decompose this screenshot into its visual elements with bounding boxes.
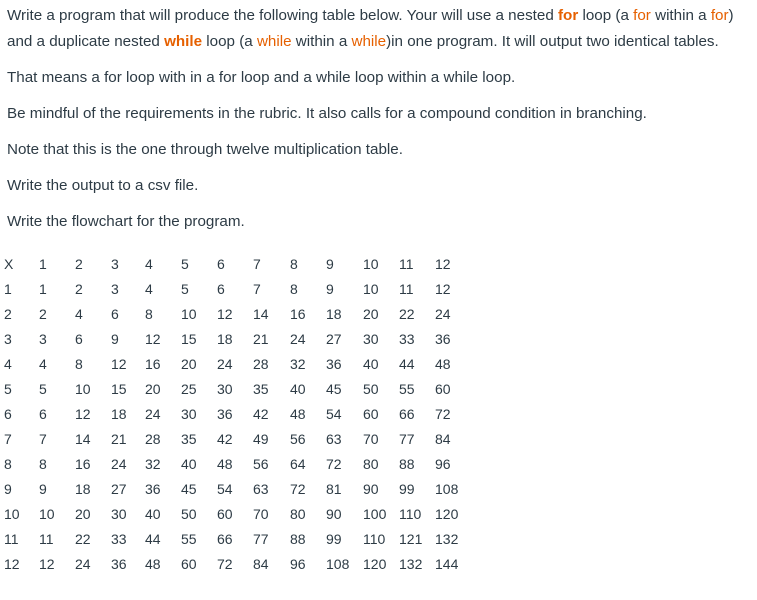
- table-cell: 55: [181, 531, 197, 547]
- table-cell: 28: [253, 356, 269, 372]
- table-cell: 12: [39, 556, 55, 572]
- keyword-while-bold: while: [164, 33, 203, 50]
- table-cell: 11: [4, 531, 19, 547]
- table-cell: 36: [435, 331, 451, 347]
- table-cell: 3: [111, 281, 119, 297]
- table-cell: 25: [181, 381, 197, 397]
- table-cell: 22: [399, 306, 415, 322]
- table-cell: 12: [75, 406, 91, 422]
- table-cell: 3: [39, 331, 47, 347]
- table-cell: 70: [253, 506, 269, 522]
- table-cell: 40: [145, 506, 161, 522]
- text-segment: within a: [650, 7, 711, 24]
- rubric-paragraph: Be mindful of the requirements in the rubric. It also calls for a compound condition in branching.: [7, 105, 647, 122]
- table-cell: 8: [290, 256, 298, 272]
- table-cell: 7: [253, 281, 261, 297]
- table-cell: 110: [399, 506, 422, 522]
- table-cell: 77: [399, 431, 415, 447]
- table-cell: 1: [39, 281, 47, 297]
- table-cell: 9: [4, 481, 12, 497]
- table-cell: 24: [435, 306, 451, 322]
- table-row: [4, 327, 471, 352]
- table-cell: 3: [111, 256, 119, 272]
- table-cell: 20: [75, 506, 91, 522]
- table-cell: 16: [290, 306, 306, 322]
- table-cell: 1: [4, 281, 12, 297]
- table-cell: 48: [217, 456, 233, 472]
- table-cell: 5: [181, 256, 189, 272]
- table-cell: 44: [399, 356, 415, 372]
- table-cell: X: [4, 256, 14, 272]
- table-row: [4, 502, 471, 527]
- table-cell: 30: [363, 331, 379, 347]
- table-cell: 33: [111, 531, 127, 547]
- table-cell: 55: [399, 381, 415, 397]
- table-cell: 20: [145, 381, 161, 397]
- table-row: [4, 527, 471, 552]
- table-cell: 48: [145, 556, 161, 572]
- table-cell: 72: [435, 406, 451, 422]
- table-cell: 100: [363, 506, 387, 522]
- table-cell: 72: [290, 481, 306, 497]
- table-cell: 120: [435, 506, 459, 522]
- text-segment: ) and a duplicate nested: [7, 7, 734, 50]
- table-cell: 12: [217, 306, 233, 322]
- table-cell: 10: [363, 281, 379, 297]
- table-cell: 4: [39, 356, 47, 372]
- table-cell: 9: [39, 481, 47, 497]
- table-cell: 21: [111, 431, 127, 447]
- keyword-while: while: [256, 33, 292, 50]
- table-cell: 99: [399, 481, 415, 497]
- table-cell: 56: [290, 431, 306, 447]
- table-cell: 20: [181, 356, 197, 372]
- table-cell: 12: [435, 281, 451, 297]
- table-cell: 44: [145, 531, 161, 547]
- table-cell: 60: [217, 506, 233, 522]
- table-cell: 10: [363, 256, 379, 272]
- table-cell: 11: [39, 531, 54, 547]
- loop-explanation-paragraph: That means a for loop with in a for loop and a while loop within a while loop.: [7, 69, 516, 86]
- text-segment: Write a program that will produce the following table below. Your will use a nested: [7, 7, 558, 24]
- table-cell: 10: [39, 506, 55, 522]
- table-cell: 24: [111, 456, 127, 472]
- table-cell: 4: [145, 256, 153, 272]
- table-cell: 10: [181, 306, 197, 322]
- csv-paragraph: Write the output to a csv file.: [7, 177, 199, 194]
- table-cell: 72: [217, 556, 233, 572]
- table-cell: 30: [181, 406, 197, 422]
- table-cell: 8: [145, 306, 153, 322]
- table-cell: 77: [253, 531, 269, 547]
- table-cell: 27: [326, 331, 342, 347]
- keyword-for: for: [710, 7, 729, 24]
- table-cell: 42: [253, 406, 269, 422]
- table-cell: 66: [217, 531, 233, 547]
- table-cell: 2: [75, 281, 83, 297]
- keyword-for: for: [633, 7, 651, 24]
- table-cell: 22: [75, 531, 91, 547]
- table-cell: 21: [253, 331, 269, 347]
- table-cell: 90: [326, 506, 342, 522]
- table-cell: 18: [75, 481, 91, 497]
- table-row: [4, 352, 471, 377]
- table-row: [4, 377, 471, 402]
- table-cell: 6: [217, 256, 225, 272]
- table-cell: 11: [399, 281, 414, 297]
- table-cell: 88: [290, 531, 306, 547]
- table-cell: 84: [253, 556, 269, 572]
- table-cell: 6: [75, 331, 83, 347]
- table-cell: 90: [363, 481, 379, 497]
- table-cell: 7: [253, 256, 261, 272]
- table-cell: 132: [399, 556, 423, 572]
- flowchart-paragraph: Write the flowchart for the program.: [7, 213, 245, 230]
- table-row: [4, 402, 471, 427]
- table-cell: 10: [75, 381, 91, 397]
- table-cell: 4: [4, 356, 12, 372]
- table-cell: 10: [4, 506, 20, 522]
- table-cell: 6: [39, 406, 47, 422]
- table-cell: 36: [217, 406, 233, 422]
- table-cell: 28: [145, 431, 161, 447]
- table-cell: 60: [363, 406, 379, 422]
- table-cell: 36: [111, 556, 127, 572]
- table-cell: 50: [181, 506, 197, 522]
- table-cell: 120: [363, 556, 387, 572]
- table-cell: 45: [326, 381, 342, 397]
- table-cell: 42: [217, 431, 233, 447]
- table-cell: 30: [217, 381, 233, 397]
- table-cell: 5: [39, 381, 47, 397]
- table-cell: 70: [363, 431, 379, 447]
- table-cell: 2: [75, 256, 83, 272]
- table-cell: 35: [181, 431, 197, 447]
- table-cell: 32: [145, 456, 161, 472]
- table-cell: 5: [4, 381, 12, 397]
- table-cell: 99: [326, 531, 342, 547]
- table-cell: 16: [75, 456, 91, 472]
- table-cell: 8: [290, 281, 298, 297]
- table-cell: 8: [75, 356, 83, 372]
- table-cell: 96: [435, 456, 451, 472]
- table-cell: 110: [363, 531, 386, 547]
- table-cell: 132: [435, 531, 459, 547]
- table-cell: 84: [435, 431, 451, 447]
- table-cell: 12: [111, 356, 127, 372]
- table-cell: 11: [399, 256, 414, 272]
- table-cell: 80: [290, 506, 306, 522]
- table-cell: 64: [290, 456, 306, 472]
- text-segment: loop (a: [202, 33, 257, 50]
- table-cell: 12: [435, 256, 451, 272]
- text-segment: )in one program. It will output two identical tables.: [386, 33, 719, 50]
- table-cell: 50: [363, 381, 379, 397]
- table-cell: 15: [181, 331, 197, 347]
- table-cell: 3: [4, 331, 12, 347]
- table-cell: 8: [39, 456, 47, 472]
- table-cell: 18: [111, 406, 127, 422]
- table-cell: 144: [435, 556, 459, 572]
- table-cell: 9: [326, 281, 334, 297]
- table-cell: 24: [217, 356, 233, 372]
- table-cell: 14: [75, 431, 91, 447]
- table-cell: 2: [4, 306, 12, 322]
- table-cell: 20: [363, 306, 379, 322]
- table-cell: 40: [363, 356, 379, 372]
- table-cell: 66: [399, 406, 415, 422]
- table-cell: 32: [290, 356, 306, 372]
- table-row: [4, 552, 471, 577]
- text-segment: within a: [291, 33, 352, 50]
- table-cell: 6: [111, 306, 119, 322]
- table-cell: 6: [4, 406, 12, 422]
- instructions-paragraph: [7, 0, 752, 55]
- table-cell: 2: [39, 306, 47, 322]
- table-cell: 72: [326, 456, 342, 472]
- table-cell: 6: [217, 281, 225, 297]
- table-cell: 9: [326, 256, 334, 272]
- table-cell: 14: [253, 306, 269, 322]
- table-cell: 49: [253, 431, 269, 447]
- table-cell: 18: [217, 331, 233, 347]
- table-cell: 5: [181, 281, 189, 297]
- table-row: [4, 452, 471, 477]
- table-cell: 56: [253, 456, 269, 472]
- table-cell: 63: [253, 481, 269, 497]
- table-cell: 96: [290, 556, 306, 572]
- table-row: [4, 427, 471, 452]
- table-cell: 60: [435, 381, 451, 397]
- multiplication-table: [4, 252, 471, 577]
- keyword-while: while: [351, 33, 387, 50]
- table-cell: 63: [326, 431, 342, 447]
- table-cell: 30: [111, 506, 127, 522]
- table-row: [4, 277, 471, 302]
- table-cell: 108: [435, 481, 459, 497]
- table-cell: 40: [181, 456, 197, 472]
- table-cell: 81: [326, 481, 342, 497]
- table-cell: 27: [111, 481, 127, 497]
- text-segment: loop (a: [578, 7, 634, 24]
- table-header-row: [4, 252, 471, 277]
- table-cell: 24: [145, 406, 161, 422]
- table-cell: 45: [181, 481, 197, 497]
- table-cell: 1: [39, 256, 47, 272]
- table-cell: 4: [145, 281, 153, 297]
- table-cell: 36: [145, 481, 161, 497]
- table-cell: 33: [399, 331, 415, 347]
- table-cell: 24: [75, 556, 91, 572]
- table-cell: 16: [145, 356, 161, 372]
- table-cell: 88: [399, 456, 415, 472]
- table-cell: 48: [290, 406, 306, 422]
- table-note-paragraph: Note that this is the one through twelve multiplication table.: [7, 141, 403, 158]
- table-cell: 36: [326, 356, 342, 372]
- table-cell: 15: [111, 381, 127, 397]
- table-cell: 54: [217, 481, 233, 497]
- table-cell: 108: [326, 556, 350, 572]
- table-cell: 4: [75, 306, 83, 322]
- table-cell: 8: [4, 456, 12, 472]
- table-cell: 54: [326, 406, 342, 422]
- table-cell: 35: [253, 381, 269, 397]
- keyword-for-bold: for: [558, 7, 579, 24]
- table-cell: 7: [39, 431, 47, 447]
- table-cell: 40: [290, 381, 306, 397]
- table-row: [4, 302, 471, 327]
- table-cell: 12: [145, 331, 161, 347]
- table-cell: 24: [290, 331, 306, 347]
- table-cell: 60: [181, 556, 197, 572]
- table-cell: 121: [399, 531, 423, 547]
- table-cell: 48: [435, 356, 451, 372]
- table-cell: 80: [363, 456, 379, 472]
- table-cell: 9: [111, 331, 119, 347]
- table-cell: 12: [4, 556, 20, 572]
- table-row: [4, 477, 471, 502]
- table-cell: 18: [326, 306, 342, 322]
- table-cell: 7: [4, 431, 12, 447]
